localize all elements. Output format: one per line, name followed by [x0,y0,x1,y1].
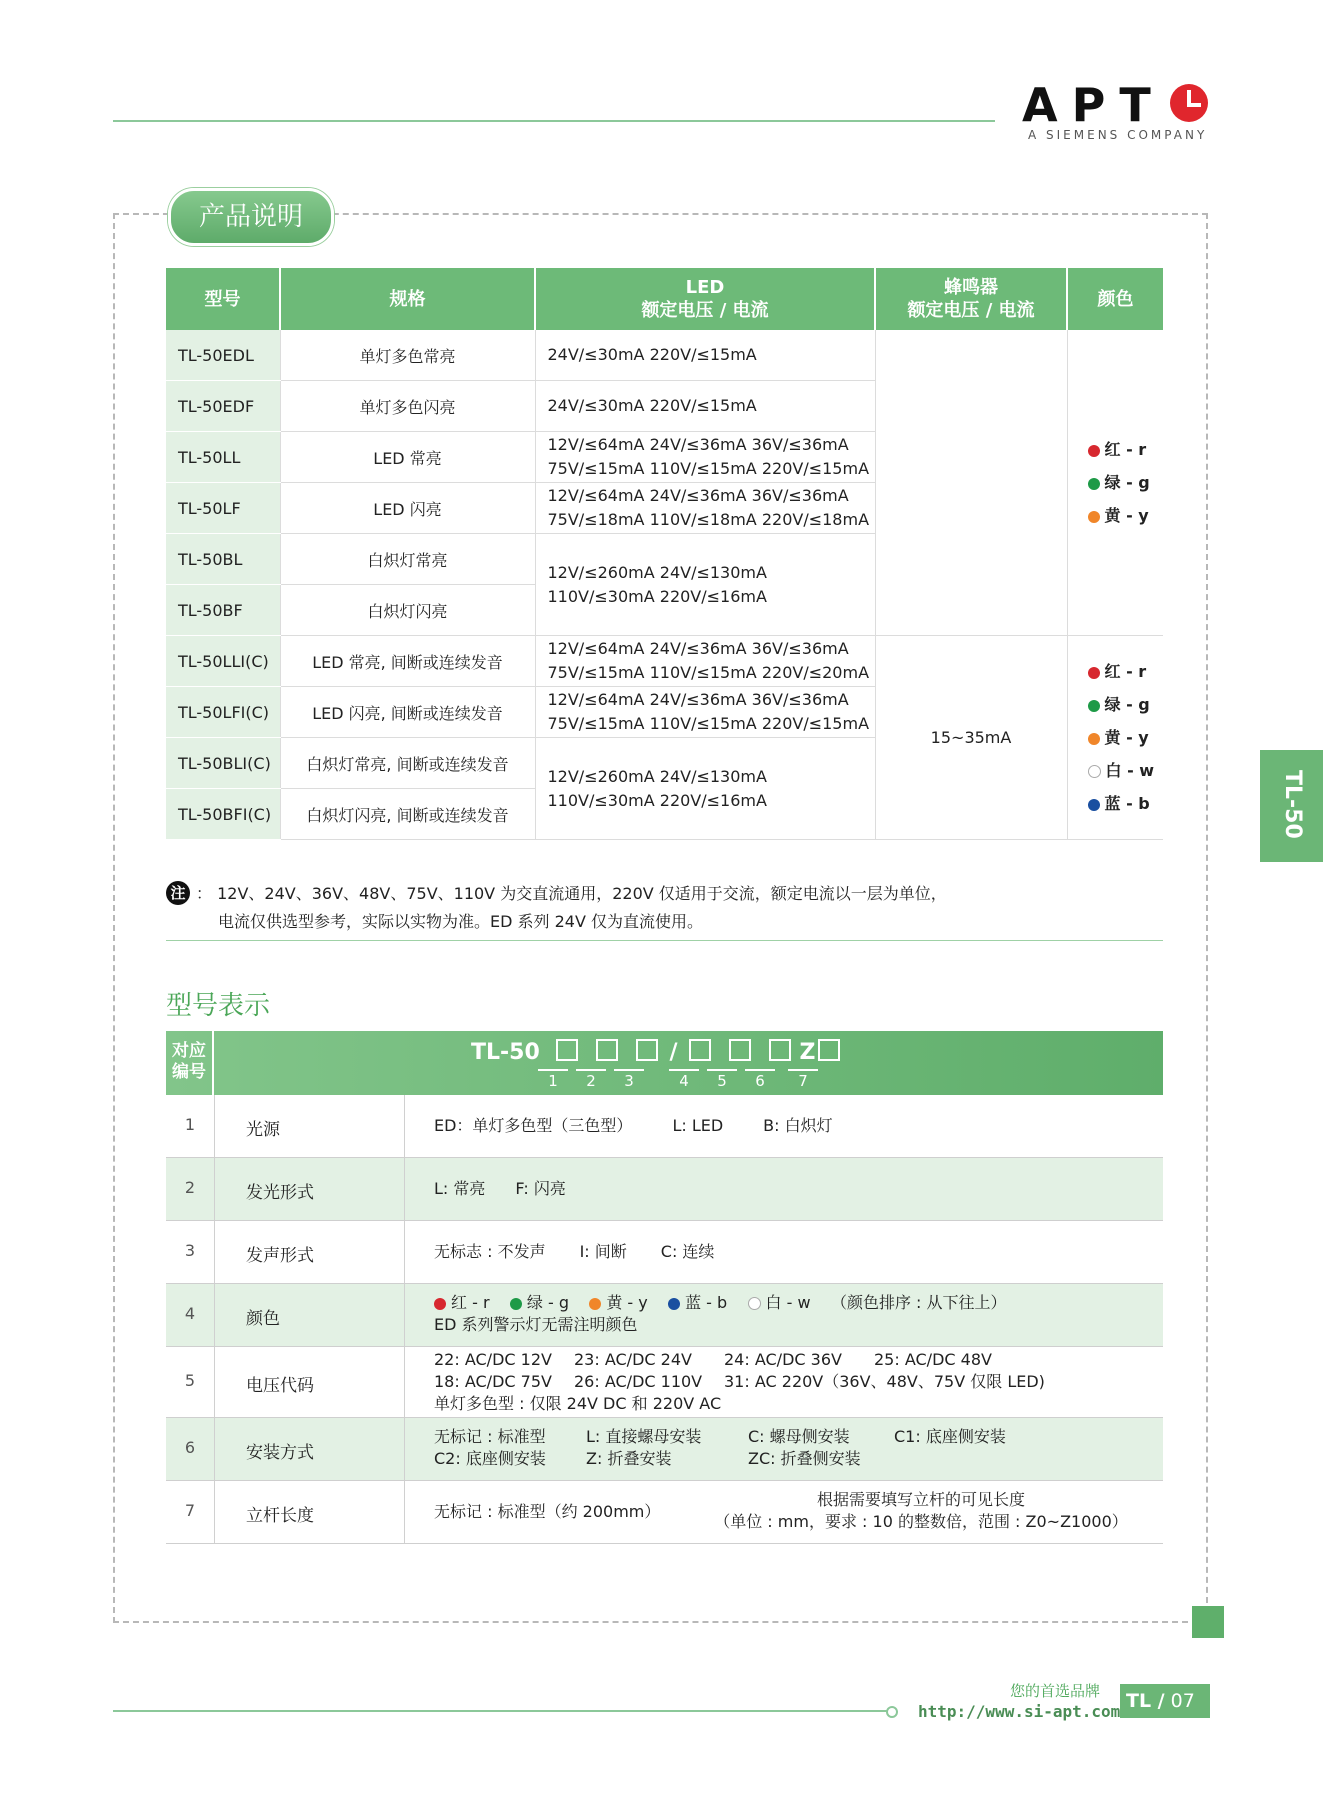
yellow-dot-icon [1088,733,1100,745]
table-row [166,636,1163,687]
spec-cell: LED 常亮, 间断或连续发音 [280,636,535,687]
blue-dot-icon [668,1298,680,1310]
spec-cell: 白炽灯闪亮, 间断或连续发音 [280,789,535,840]
clock-icon [1170,84,1208,122]
spec-cell: LED 闪亮, 间断或连续发音 [280,687,535,738]
model-cell: TL-50BL [166,534,280,585]
model-cell: TL-50EDL [166,330,280,381]
led-cell: 24V/≤30mA 220V/≤15mA [535,381,875,432]
section-title-model: 型号表示 [166,991,271,1021]
led-cell: 12V/≤260mA 24V/≤130mA 110V/≤30mA 220V/≤16mA [535,534,875,636]
table-row: 1 光源 ED：单灯多色型（三色型） L: LED B: 白炽灯 [166,1095,1163,1157]
col-color: 颜色 [1067,268,1163,330]
led-cell: 12V/≤64mA 24V/≤36mA 36V/≤36mA 75V/≤18mA 110V/≤18mA 220V/≤18mA [535,483,875,534]
col-model: 型号 [166,268,280,330]
model-cell: TL-50BLI(C) [166,738,280,789]
model-cell: TL-50BFI(C) [166,789,280,840]
col-spec: 规格 [280,268,535,330]
led-cell: 12V/≤64mA 24V/≤36mA 36V/≤36mA 75V/≤15mA 110V/≤15mA 220V/≤15mA [535,687,875,738]
model-code: TL-50 / Z [471,1039,849,1065]
white-dot-icon [748,1297,761,1310]
header-rule [113,120,995,122]
table-row: 5 电压代码 22: AC/DC 12V 23: AC/DC 24V 24: AC/DC 36V 25: AC/DC 48V 18: AC/DC 75V 26: AC/DC 110V 31: AC 220V（36V、48V、75V 仅限 LED) 单灯多色型 : 仅限 24V DC 和 220V AC [166,1347,1163,1417]
page-number: TL / 07 [1120,1684,1210,1718]
model-cell: TL-50LLI(C) [166,636,280,687]
spec-cell: 单灯多色闪亮 [280,381,535,432]
green-dot-icon [510,1298,522,1310]
table-row: 2 发光形式 L: 常亮 F: 闪亮 [166,1158,1163,1220]
led-cell: 24V/≤30mA 220V/≤15mA [535,330,875,381]
buzzer-cell-empty [875,330,1067,636]
col-buzzer: 蜂鸣器 额定电压 / 电流 [875,268,1067,330]
footer-dot [886,1706,898,1718]
led-cell: 12V/≤64mA 24V/≤36mA 36V/≤36mA 75V/≤15mA 110V/≤15mA 220V/≤15mA [535,432,875,483]
note-text: ： 12V、24V、36V、48V、75V、110V 为交直流通用，220V 仅适用于交流，额定电流以一层为单位， 电流仅供选型参考，实际以实物为准。ED 系列 24V 仅为直流使用。 [196,884,947,931]
footer-rule [113,1710,888,1712]
color-list-1: 红 - r 绿 - g 黄 - y [1067,330,1163,636]
yellow-dot-icon [589,1298,601,1310]
table-row: 6 安装方式 无标记 : 标准型 L: 直接螺母安装 C: 螺母侧安装 C1: 底座侧安装 C2: 底座侧安装 Z: 折叠安装 ZC: 折叠侧安装 [166,1418,1163,1480]
led-cell: 12V/≤260mA 24V/≤130mA 110V/≤30mA 220V/≤16mA [535,738,875,840]
led-cell: 12V/≤64mA 24V/≤36mA 36V/≤36mA 75V/≤15mA 110V/≤15mA 220V/≤20mA [535,636,875,687]
note-divider [166,940,1163,941]
position-label: 对应 编号 [166,1031,214,1095]
table-row: 7 立杆长度 无标记 : 标准型（约 200mm） 根据需要填写立杆的可见长度 （单位 : mm，要求 : 10 的整数倍，范围 : Z0~Z1000） [166,1481,1163,1543]
green-dot-icon [1088,700,1100,712]
blue-dot-icon [1088,799,1100,811]
col-led: LED 额定电压 / 电流 [535,268,875,330]
spec-cell: LED 常亮 [280,432,535,483]
table-row: 4 颜色 红 - r 绿 - g 黄 - y 蓝 - b 白 - w （颜色排序 : 从下往上） ED 系列警示灯无需注明颜色 [166,1284,1163,1346]
spec-cell: 白炽灯常亮, 间断或连续发音 [280,738,535,789]
buzzer-cell: 15~35mA [875,636,1067,840]
model-cell: TL-50LFI(C) [166,687,280,738]
footer-url[interactable]: http://www.si-apt.com [918,1702,1121,1721]
spec-cell: LED 闪亮 [280,483,535,534]
side-tab: TL-50 [1260,750,1323,862]
red-dot-icon [434,1298,446,1310]
model-cell: TL-50LF [166,483,280,534]
section-title-product: 产品说明 [168,188,334,246]
footer-slogan: 您的首选品牌 [1010,1682,1101,1700]
model-cell: TL-50BF [166,585,280,636]
product-spec-table [166,268,1163,840]
table-row: 3 发声形式 无标志 : 不发声 I: 间断 C: 连续 [166,1221,1163,1283]
red-dot-icon [1088,445,1100,457]
color-list-2: 红 - r 绿 - g 黄 - y 白 - w 蓝 - b [1067,636,1163,840]
brand-logo: APT [1022,78,1165,132]
note-icon: 注 [166,881,190,905]
brand-tagline: A SIEMENS COMPANY [1028,128,1208,142]
frame-corner-square [1192,1606,1224,1638]
model-code-header: 对应 编号 TL-50 / Z 1 2 3 4 5 6 7 [166,1031,1163,1095]
spec-cell: 白炽灯常亮 [280,534,535,585]
model-cell: TL-50LL [166,432,280,483]
spec-cell: 单灯多色常亮 [280,330,535,381]
model-cell: TL-50EDF [166,381,280,432]
yellow-dot-icon [1088,511,1100,523]
white-dot-icon [1088,765,1101,778]
table-row [166,330,1163,381]
red-dot-icon [1088,667,1100,679]
spec-cell: 白炽灯闪亮 [280,585,535,636]
green-dot-icon [1088,478,1100,490]
